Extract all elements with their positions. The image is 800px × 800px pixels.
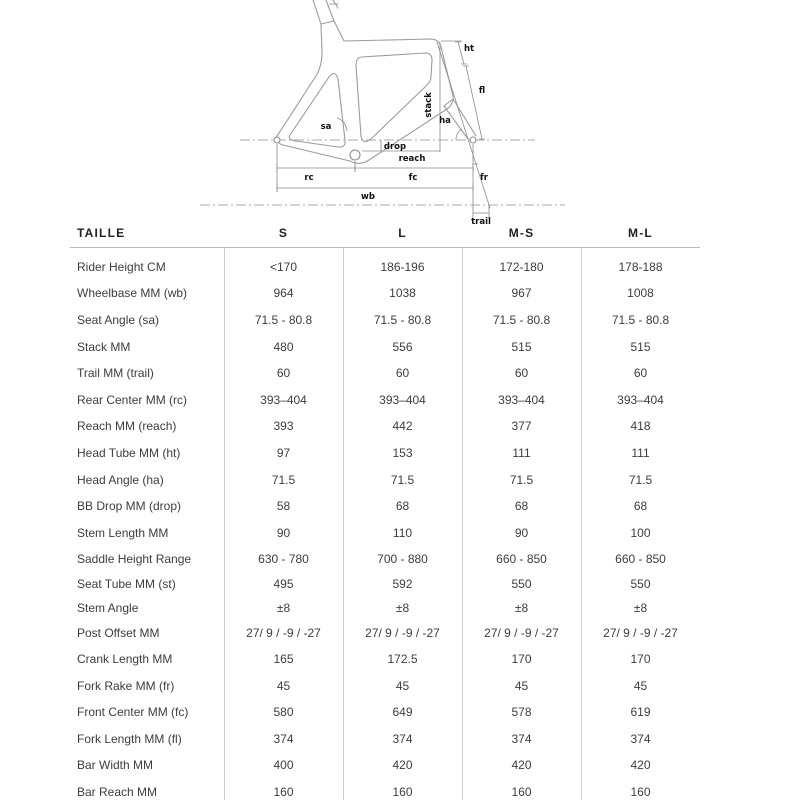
value-size-m-s: 71.5 (509, 472, 534, 487)
row-bar-width (70, 752, 700, 779)
row-stem-length (70, 519, 700, 546)
value-size-m-l: 660 - 850 (615, 552, 666, 567)
value-size-s: 393–404 (260, 392, 307, 407)
label-fl: fl (478, 86, 486, 96)
value-size-m-l: 45 (633, 678, 648, 693)
main-triangle-cutout (356, 53, 432, 142)
value-size-m-s: 578 (511, 705, 532, 720)
fl-dimension (463, 66, 485, 139)
row-front-center (70, 699, 700, 726)
rear-axle (274, 137, 280, 143)
value-size-l: 153 (392, 445, 413, 460)
value-size-s: 90 (276, 525, 291, 540)
label-rc: rc (304, 173, 314, 183)
value-size-m-l: 68 (633, 499, 648, 514)
value-size-m-l: 170 (630, 652, 651, 667)
value-size-l: 71.5 - 80.8 (373, 312, 432, 327)
row-crank-length (70, 646, 700, 673)
value-size-m-s: 660 - 850 (496, 552, 547, 567)
value-size-s: 400 (273, 758, 294, 773)
row-label: Trail MM (trail) (77, 366, 154, 381)
value-size-s: 393 (273, 419, 294, 434)
value-size-l: 68 (395, 499, 410, 514)
value-size-m-s: 27/ 9 / -9 / -27 (484, 625, 559, 640)
value-size-m-s: 515 (511, 339, 532, 354)
value-size-m-l: 550 (630, 577, 651, 592)
value-size-m-l: 178-188 (618, 259, 663, 274)
geometry-table (70, 218, 700, 800)
geometry-diagram (0, 0, 800, 232)
value-size-m-s: 374 (511, 731, 532, 746)
value-size-l: 45 (395, 678, 410, 693)
rc-fc-dimension (277, 164, 473, 172)
value-size-l: 393–404 (379, 392, 426, 407)
value-size-m-l: ±8 (633, 600, 648, 615)
value-size-m-s: 45 (514, 678, 529, 693)
row-label: Front Center MM (fc) (77, 705, 189, 720)
value-size-s: 165 (273, 652, 294, 667)
value-size-s: 480 (273, 339, 294, 354)
row-label: Saddle Height Range (77, 552, 192, 567)
wb-dimension (277, 184, 473, 192)
row-seat-angle (70, 307, 700, 334)
row-label: Head Angle (ha) (77, 472, 164, 487)
value-size-s: 964 (273, 286, 294, 301)
label-stack: stack (424, 92, 434, 118)
row-label: Wheelbase MM (wb) (77, 286, 188, 301)
value-size-m-s: ±8 (514, 600, 529, 615)
value-size-s: 495 (273, 577, 294, 592)
row-fork-rake (70, 672, 700, 699)
row-label: Stem Length MM (77, 525, 169, 540)
row-rider-height (70, 254, 700, 281)
value-size-l: 1038 (389, 286, 416, 301)
value-size-m-l: 27/ 9 / -9 / -27 (603, 625, 678, 640)
value-size-m-l: 418 (630, 419, 651, 434)
label-ha: ha (439, 116, 451, 126)
value-size-l: 186-196 (380, 259, 425, 274)
value-size-m-s: 68 (514, 499, 529, 514)
row-post-offset (70, 619, 700, 646)
table-header (70, 218, 700, 248)
label-trail: trail (471, 217, 491, 227)
value-size-m-l: 71.5 (628, 472, 653, 487)
row-label: Seat Angle (sa) (77, 312, 160, 327)
header-size-m-s: M-S (508, 225, 535, 240)
ha-arc (456, 129, 462, 140)
value-size-m-l: 100 (630, 525, 651, 540)
value-size-s: 60 (276, 366, 291, 381)
value-size-l: 160 (392, 784, 413, 799)
header-taille: TAILLE (77, 225, 126, 240)
value-size-m-s: 170 (511, 652, 532, 667)
value-size-s: 58 (276, 499, 291, 514)
label-fc: fc (408, 173, 418, 183)
row-label: Rider Height CM (77, 259, 166, 274)
row-saddle-height-range (70, 546, 700, 573)
value-size-l: 556 (392, 339, 413, 354)
value-size-l: 60 (395, 366, 410, 381)
value-size-m-s: 550 (511, 577, 532, 592)
value-size-m-l: 160 (630, 784, 651, 799)
bottom-bracket (350, 150, 360, 160)
row-fork-length (70, 726, 700, 753)
row-label: Bar Width MM (77, 758, 154, 773)
value-size-m-l: 619 (630, 705, 651, 720)
bike-frame-icon (274, 0, 476, 163)
value-size-m-l: 111 (631, 445, 650, 460)
value-size-m-s: 111 (512, 445, 531, 460)
value-size-m-l: 1008 (627, 286, 654, 301)
header-size-s: S (278, 225, 289, 240)
row-label: Fork Rake MM (fr) (77, 678, 175, 693)
row-head-tube (70, 440, 700, 467)
value-size-l: 172.5 (387, 652, 418, 667)
row-label: Crank Length MM (77, 652, 173, 667)
sa-arc (337, 118, 347, 131)
value-size-m-l: 515 (630, 339, 651, 354)
value-size-m-l: 374 (630, 731, 651, 746)
value-size-s: 71.5 (271, 472, 296, 487)
row-label: Bar Reach MM (77, 784, 158, 799)
value-size-s: 580 (273, 705, 294, 720)
value-size-l: 420 (392, 758, 413, 773)
value-size-l: 71.5 (390, 472, 415, 487)
row-head-angle (70, 466, 700, 493)
label-reach: reach (398, 154, 426, 164)
value-size-m-l: 71.5 - 80.8 (611, 312, 670, 327)
row-label: Head Tube MM (ht) (77, 445, 181, 460)
value-size-s: 630 - 780 (258, 552, 309, 567)
value-size-s: 71.5 - 80.8 (254, 312, 313, 327)
value-size-l: 110 (392, 525, 413, 540)
table-body (70, 248, 700, 800)
row-seat-tube (70, 573, 700, 596)
value-size-m-s: 420 (511, 758, 532, 773)
row-bb-drop (70, 493, 700, 520)
dimension-lines (277, 41, 490, 217)
value-size-s: 374 (273, 731, 294, 746)
value-size-m-s: 393–404 (498, 392, 545, 407)
value-size-s: 160 (273, 784, 294, 799)
value-size-m-l: 60 (633, 366, 648, 381)
value-size-m-s: 71.5 - 80.8 (492, 312, 551, 327)
row-label: Fork Length MM (fl) (77, 731, 182, 746)
row-label: Seat Tube MM (st) (77, 577, 176, 592)
rear-triangle-cutout (289, 73, 345, 147)
value-size-l: ±8 (395, 600, 410, 615)
label-fr: fr (480, 173, 488, 183)
row-label: Stack MM (77, 339, 131, 354)
value-size-s: <170 (269, 259, 298, 274)
row-label: BB Drop MM (drop) (77, 499, 182, 514)
front-axle (470, 137, 476, 143)
row-label: Reach MM (reach) (77, 419, 177, 434)
label-ht: ht (463, 44, 475, 54)
row-trail (70, 360, 700, 387)
value-size-l: 592 (392, 577, 413, 592)
value-size-m-s: 60 (514, 366, 529, 381)
label-wb: wb (361, 192, 375, 202)
row-reach (70, 413, 700, 440)
row-label: Post Offset MM (77, 625, 160, 640)
value-size-m-l: 393–404 (617, 392, 664, 407)
value-size-s: 45 (276, 678, 291, 693)
value-size-m-s: 967 (511, 286, 532, 301)
value-size-m-s: 160 (511, 784, 532, 799)
value-size-s: ±8 (276, 600, 291, 615)
value-size-l: 27/ 9 / -9 / -27 (365, 625, 440, 640)
value-size-l: 374 (392, 731, 413, 746)
value-size-s: 27/ 9 / -9 / -27 (246, 625, 321, 640)
row-bar-reach (70, 779, 700, 800)
label-drop: drop (383, 142, 407, 152)
header-size-m-l: M-L (628, 225, 653, 240)
row-stem-angle (70, 596, 700, 619)
value-size-m-s: 377 (511, 419, 532, 434)
row-wheelbase (70, 280, 700, 307)
row-label: Stem Angle (77, 600, 139, 615)
label-sa: sa (320, 122, 332, 132)
value-size-l: 649 (392, 705, 413, 720)
header-size-l: L (398, 225, 407, 240)
row-rear-center (70, 386, 700, 413)
value-size-l: 442 (392, 419, 413, 434)
row-stack (70, 333, 700, 360)
value-size-s: 97 (276, 445, 291, 460)
value-size-l: 700 - 880 (377, 552, 428, 567)
value-size-m-s: 90 (514, 525, 529, 540)
row-label: Rear Center MM (rc) (77, 392, 188, 407)
seatpost (313, 0, 338, 24)
value-size-m-l: 420 (630, 758, 651, 773)
value-size-m-s: 172-180 (499, 259, 544, 274)
